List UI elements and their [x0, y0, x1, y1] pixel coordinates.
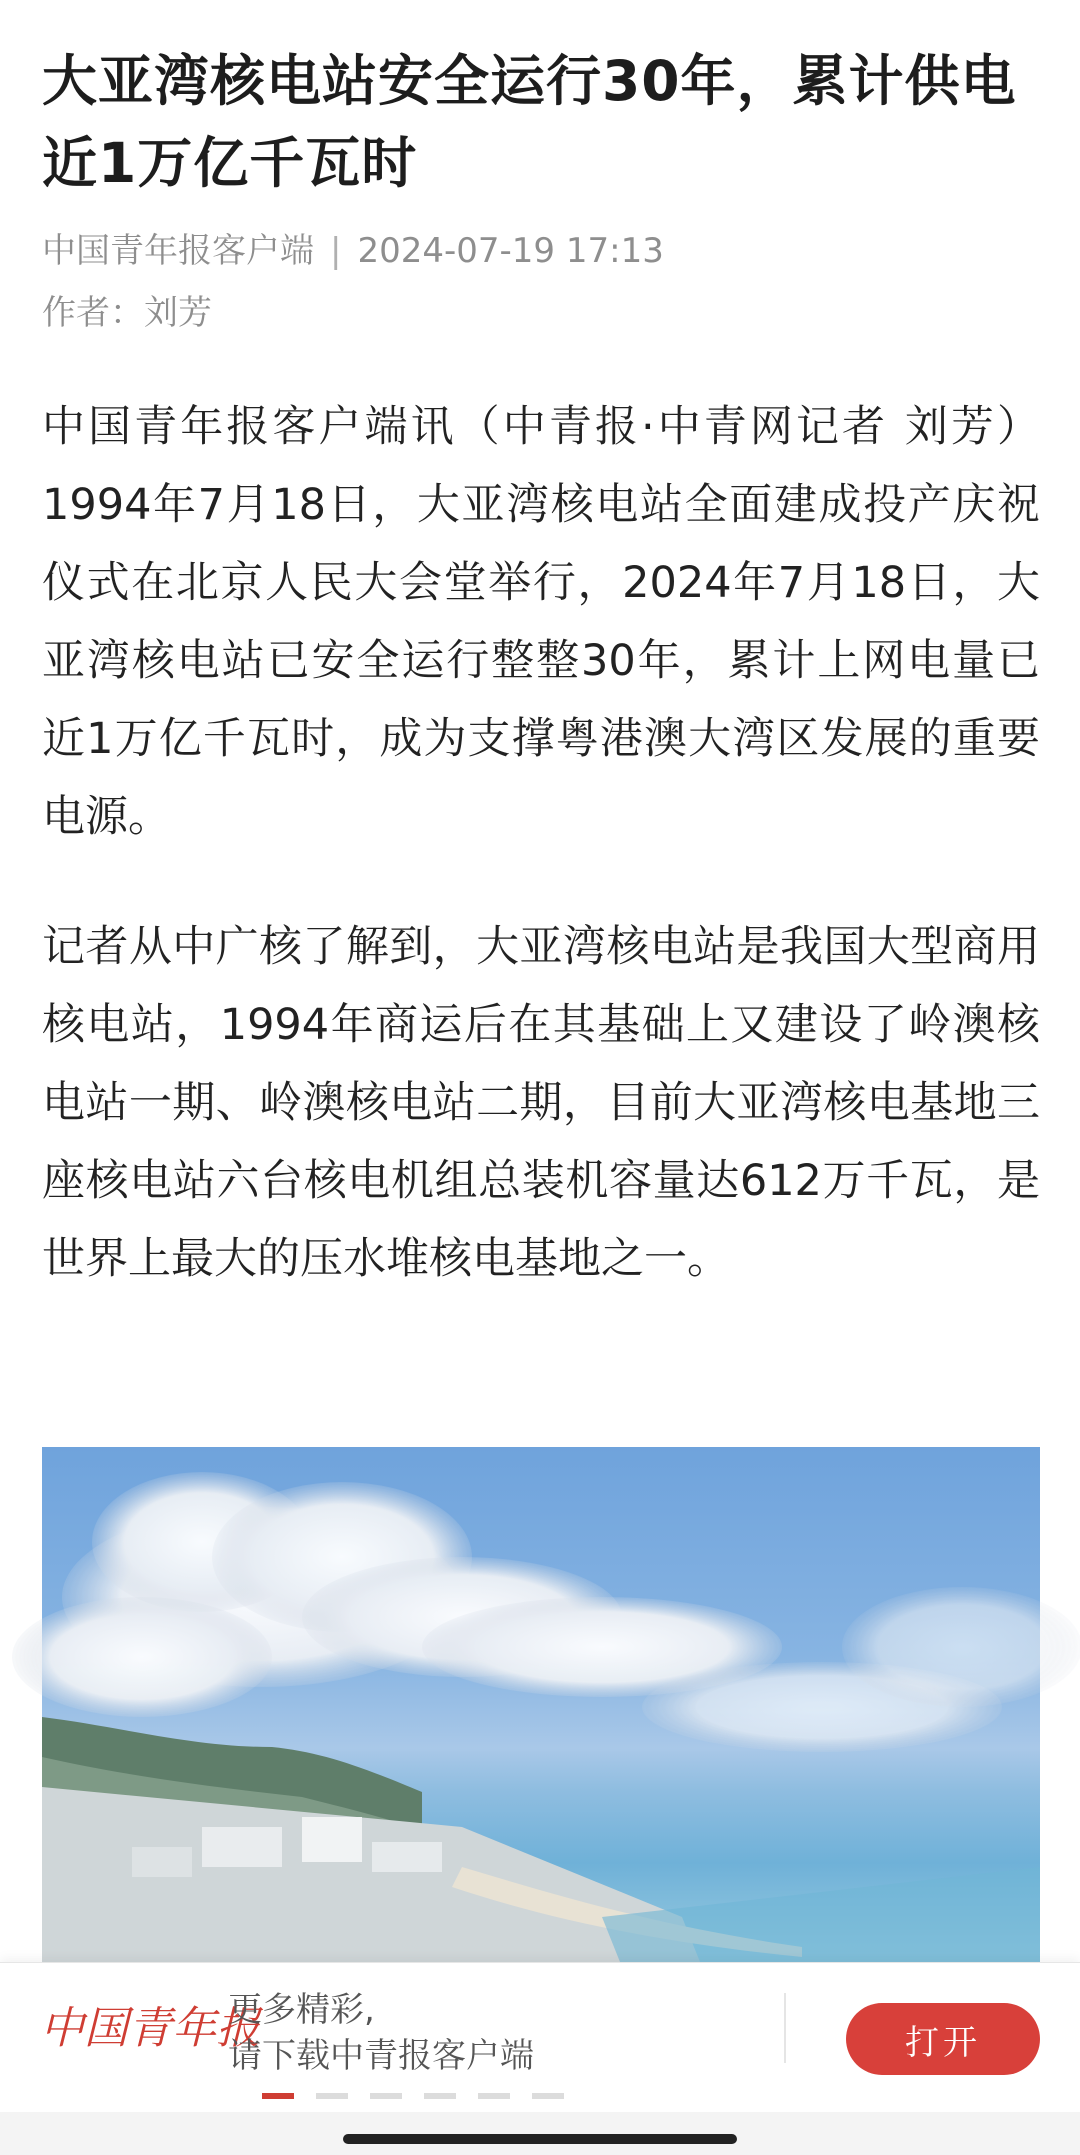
banner-divider: [784, 1993, 786, 2063]
article-title: 大亚湾核电站安全运行30年，累计供电近1万亿千瓦时: [42, 49, 1017, 195]
carousel-dot: [532, 2093, 564, 2099]
source-name: 中国青年报客户端: [42, 231, 314, 271]
article: [42, 0, 1040, 1298]
carousel-dot: [478, 2093, 510, 2099]
gesture-bar: [0, 2112, 1080, 2155]
paragraph-1: 中国青年报客户端讯（中青报·中青网记者 刘芳）1994年7月18日，大亚湾核电站全面建成投产庆祝仪式在北京人民大会堂举行，2024年7月18日，大亚湾核电站已安全运行整整30年，累计上网电量已近1万亿千瓦时，成为支撑粤港澳大湾区发展的重要电源。: [42, 402, 1040, 842]
article-photo: [42, 1447, 1040, 1967]
promo-text: [228, 1987, 534, 2079]
carousel-indicator: [262, 2093, 564, 2099]
carousel-dot: [370, 2093, 402, 2099]
carousel-dot: [262, 2093, 294, 2099]
logo-text: 中国青年报: [40, 2003, 260, 2054]
promo-line-2: 请下载中青报客户端: [228, 2036, 534, 2076]
home-indicator[interactable]: [343, 2134, 737, 2144]
promo-line-1: 更多精彩,: [228, 1990, 375, 2030]
paragraph-2: 记者从中广核了解到，大亚湾核电站是我国大型商用核电站，1994年商运后在其基础上又建设了岭澳核电站一期、岭澳核电站二期，目前大亚湾核电基地三座核电站六台核电机组总装机容量达612万千瓦，是世界上最大的压水堆核电基地之一。: [42, 922, 1040, 1284]
carousel-dot: [316, 2093, 348, 2099]
meta-separator: |: [330, 231, 342, 271]
nuclear-plant-coast-photo: [42, 1447, 1040, 1967]
cyol-logo: [40, 1985, 260, 2065]
publish-datetime: 2024-07-19 17:13: [357, 231, 664, 271]
article-author: 作者：刘芳: [42, 293, 212, 333]
app-download-banner[interactable]: [0, 1962, 1080, 2113]
article-meta: [42, 226, 1040, 276]
open-app-button[interactable]: 打开: [846, 2003, 1040, 2075]
carousel-dot: [424, 2093, 456, 2099]
clouds: [12, 1472, 1080, 1752]
